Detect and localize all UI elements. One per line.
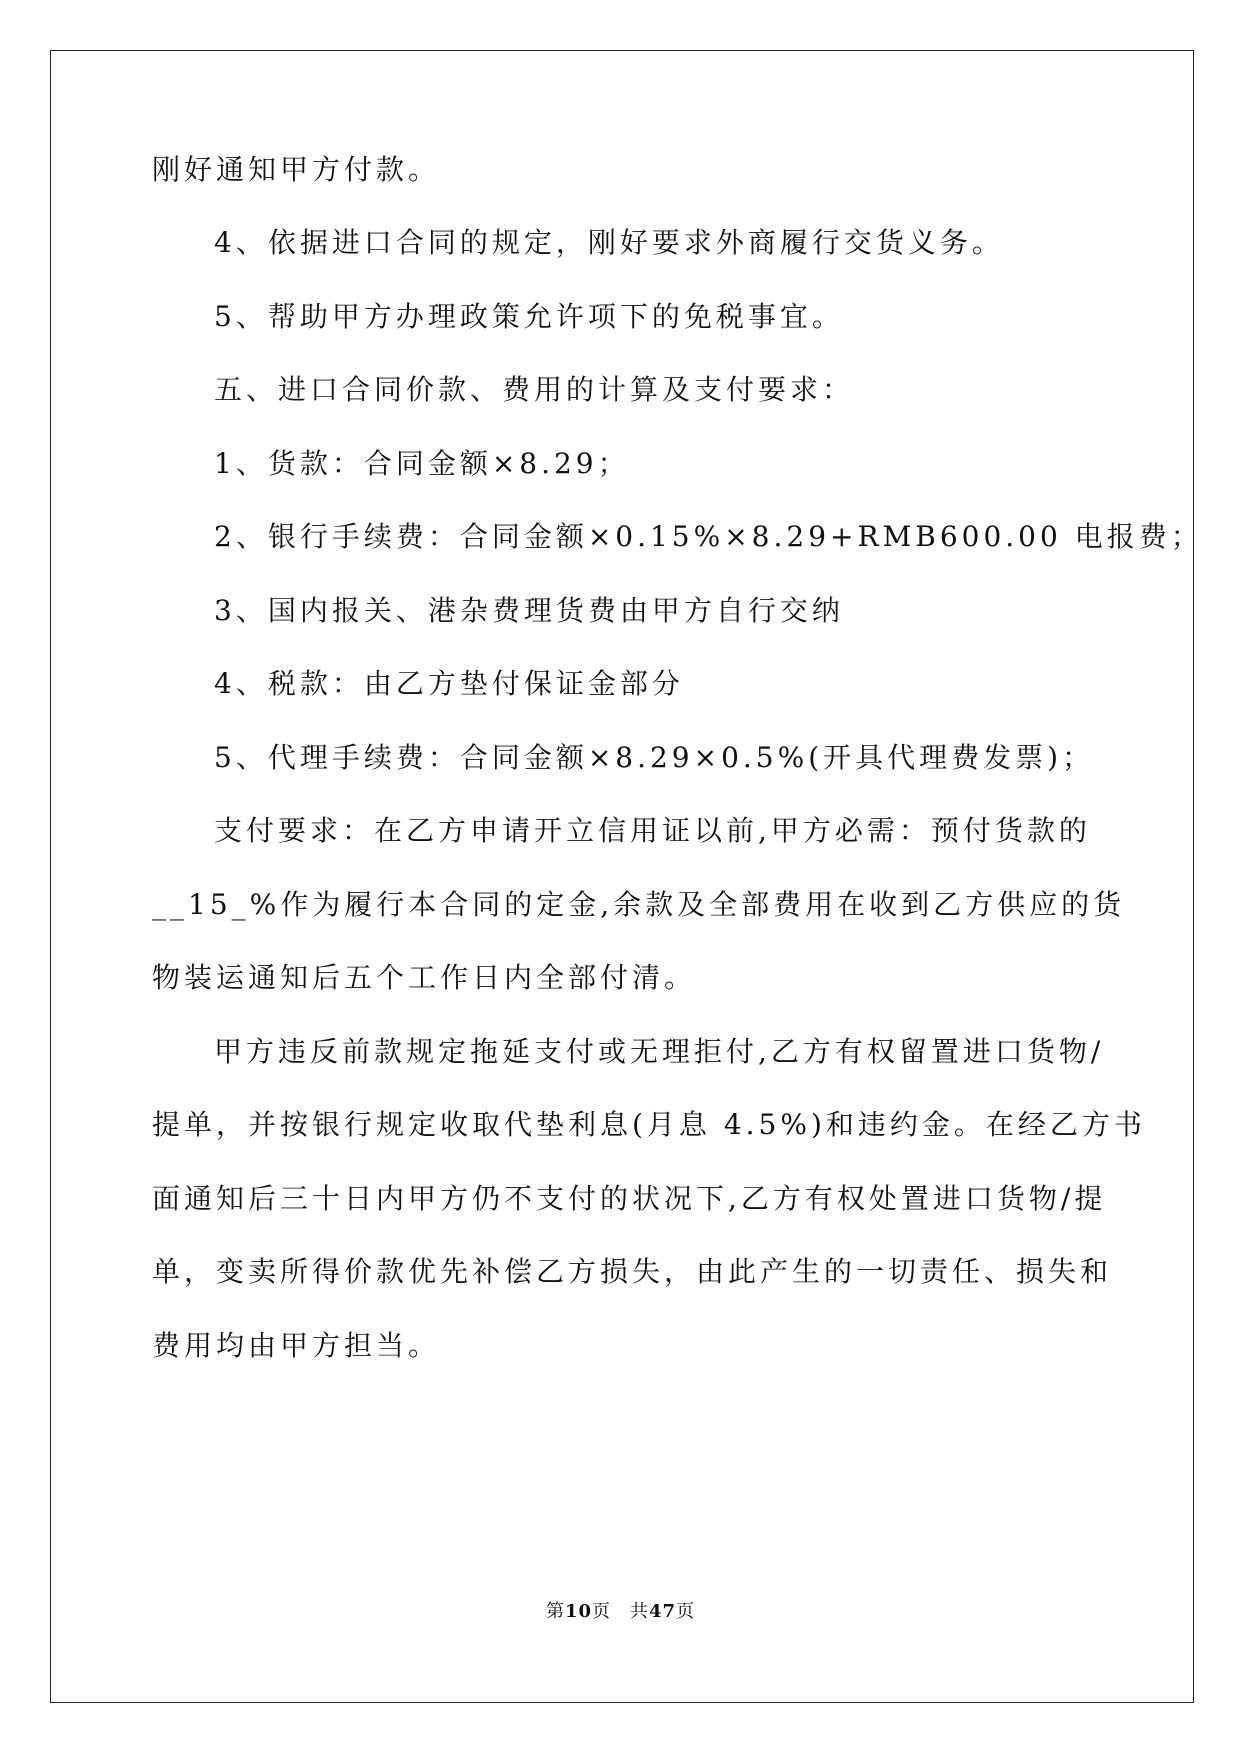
- section-heading: 五、进口合同价款、费用的计算及支付要求：: [214, 373, 855, 406]
- text-line: 4、依据进口合同的规定，刚好要求外商履行交货义务。: [214, 226, 1004, 259]
- text-line: 3、国内报关、港杂费理货费由甲方自行交纳: [214, 594, 844, 627]
- text-line: 甲方违反前款规定拖延支付或无理拒付,乙方有权留置进口货物/: [214, 1035, 1105, 1068]
- text-line: 2、银行手续费：合同金额×0.15%×8.29+RMB600.00 电报费；: [214, 520, 1203, 553]
- total-page-number: 47: [649, 1601, 677, 1622]
- text-line: 面通知后三十日内甲方仍不支付的状况下,乙方有权处置进口货物/提: [152, 1182, 1107, 1215]
- text-line: 费用均由甲方担当。: [152, 1329, 441, 1362]
- page-footer: [0, 1600, 1241, 1624]
- text-line: 5、代理手续费：合同金额×8.29×0.5%(开具代理费发票)；: [214, 741, 1095, 774]
- footer-prefix: 第: [545, 1601, 565, 1622]
- text-line: 物装运通知后五个工作日内全部付清。: [152, 961, 697, 994]
- footer-mid: 页 共: [592, 1601, 649, 1622]
- text-line: 提单，并按银行规定收取代垫利息(月息 4.5%)和违约金。在经乙方书: [152, 1108, 1146, 1141]
- current-page-number: 10: [564, 1601, 592, 1622]
- text-line: 刚好通知甲方付款。: [152, 153, 441, 186]
- text-line: 5、帮助甲方办理政策允许项下的免税事宜。: [214, 300, 844, 333]
- text-line: 单，变卖所得价款优先补偿乙方损失，由此产生的一切责任、损失和: [152, 1255, 1113, 1288]
- text-line: 4、税款：由乙方垫付保证金部分: [214, 667, 684, 700]
- text-line: __15_%作为履行本合同的定金,余款及全部费用在收到乙方供应的货: [152, 888, 1126, 921]
- text-line: 1、货款：合同金额×8.29；: [214, 447, 630, 480]
- footer-suffix: 页: [676, 1601, 696, 1622]
- text-line: 支付要求：在乙方申请开立信用证以前,甲方必需：预付货款的: [214, 814, 1091, 847]
